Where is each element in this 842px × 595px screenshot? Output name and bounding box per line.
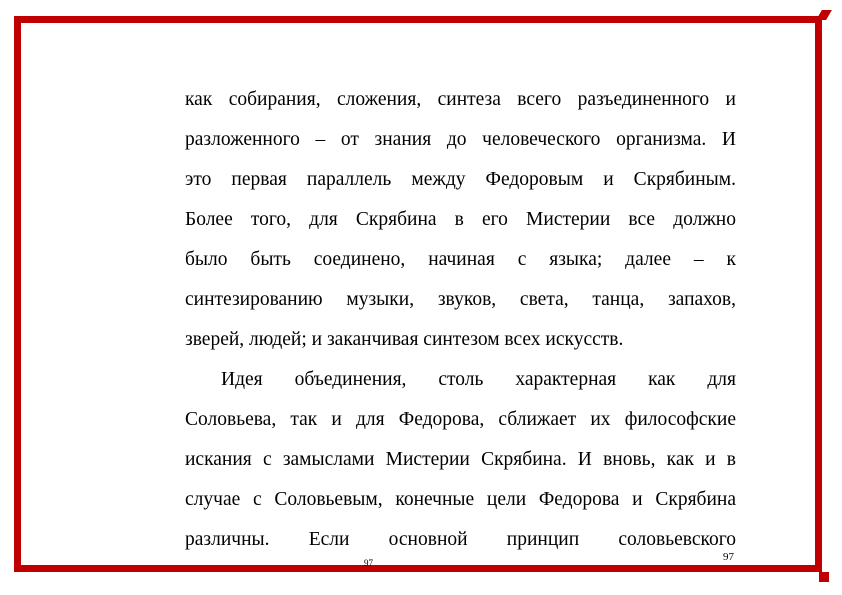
page-text xyxy=(185,80,736,560)
text-line: было быть соединено, начиная с языка; далее – к xyxy=(185,249,736,270)
text-line: Соловьева, так и для Федорова, сближает их философские xyxy=(185,409,736,430)
frame-corner-bottom-right xyxy=(819,572,829,582)
text-line: различны. Если основной принцип соловьевского xyxy=(185,529,736,550)
text-line: случае с Соловьевым, конечные цели Федорова и Скрябина xyxy=(185,489,736,510)
frame-corner-top-right xyxy=(816,10,832,20)
text-line: как собирания, сложения, синтеза всего разъединенного и xyxy=(185,89,736,110)
text-line: это первая параллель между Федоровым и Скрябиным. xyxy=(185,169,736,190)
page-number-small: 97 xyxy=(364,558,373,568)
text-line: искания с замыслами Мистерии Скрябина. И вновь, как и в xyxy=(185,449,736,470)
text-line: разложенного – от знания до человеческого организма. И xyxy=(185,129,736,150)
text-line: Идея объединения, столь характерная как для xyxy=(221,369,736,390)
text-line: Более того, для Скрябина в его Мистерии все должно xyxy=(185,209,736,230)
text-line: зверей, людей; и заканчивая синтезом всех искусств. xyxy=(185,329,624,350)
page-number: 97 xyxy=(723,551,734,563)
text-line: синтезированию музыки, звуков, света, танца, запахов, xyxy=(185,289,736,310)
